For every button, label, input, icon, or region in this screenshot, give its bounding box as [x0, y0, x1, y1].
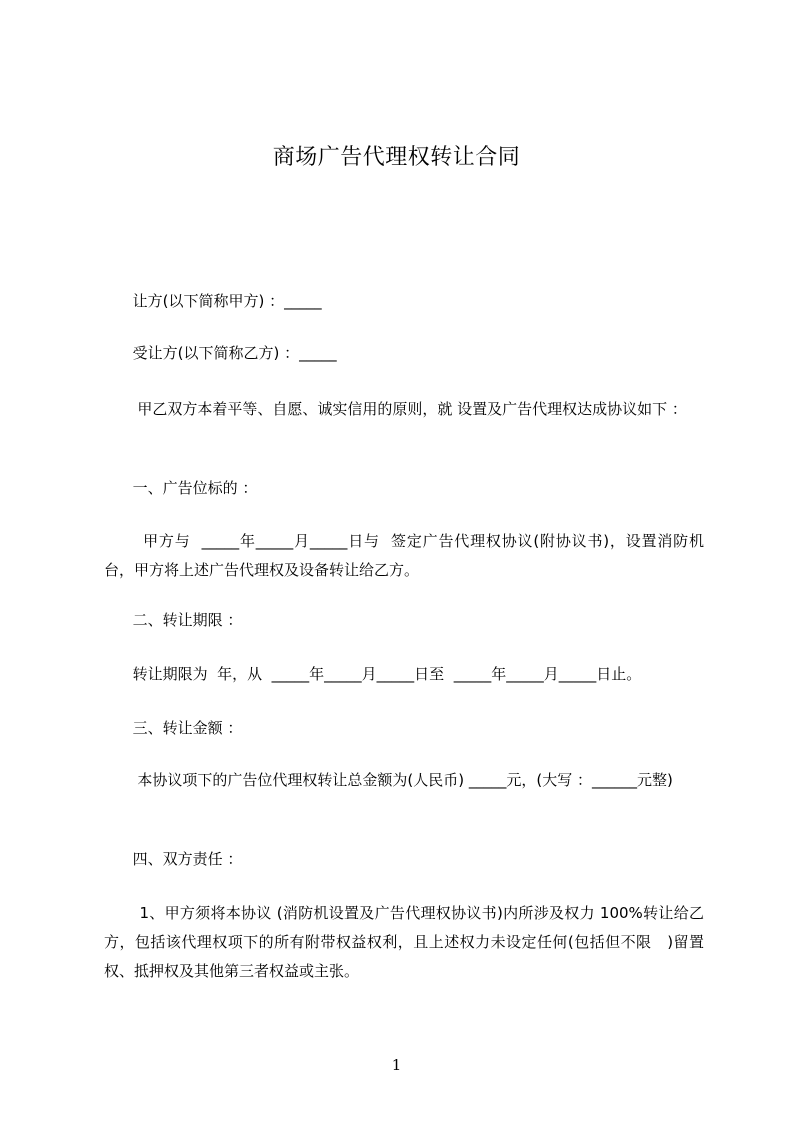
section-4-item-1: 1、甲方须将本协议 (消防机设置及广告代理权协议书)内所涉及权力 100%转让给乙方，包括该代理权项下的所有附带权益权利，且上述权力未设定任何(包括但不限 )留置权、抵押权及其他第三者权益或主张。: [104, 904, 704, 980]
section-heading-1: 一、广告位标的 ：: [104, 479, 258, 497]
section-heading-3: 三、转让金额 ：: [104, 719, 243, 737]
section-1-paragraph: 甲方与 _____年_____月_____日与 签定广告代理权协议(附协议书)，设置消防机 台，甲方将上述广告代理权及设备转让给乙方。: [104, 532, 714, 579]
page-number: 1: [391, 1056, 402, 1074]
section-heading-2: 二、转让期限 ：: [104, 611, 243, 629]
section-heading-4: 四、双方责任 ：: [104, 850, 243, 868]
transferee-line: 受让方(以下简称乙方) ：_____: [104, 344, 337, 362]
transferor-line: 让方(以下简称甲方) ：_____: [104, 292, 322, 310]
document-title: 商场广告代理权转让合同: [272, 145, 521, 170]
section-2-paragraph: 转让期限为 年，从 _____年_____月_____日至 _____年_____月_____日止。: [104, 665, 642, 683]
preamble-paragraph: 甲乙双方本着平等、自愿、诚实信用的原则，就 设置及广告代理权达成协议如下 ：: [104, 400, 687, 418]
section-3-paragraph: 本协议项下的广告位代理权转让总金额为(人民币) _____元，(大写 ：______元整): [104, 771, 673, 789]
